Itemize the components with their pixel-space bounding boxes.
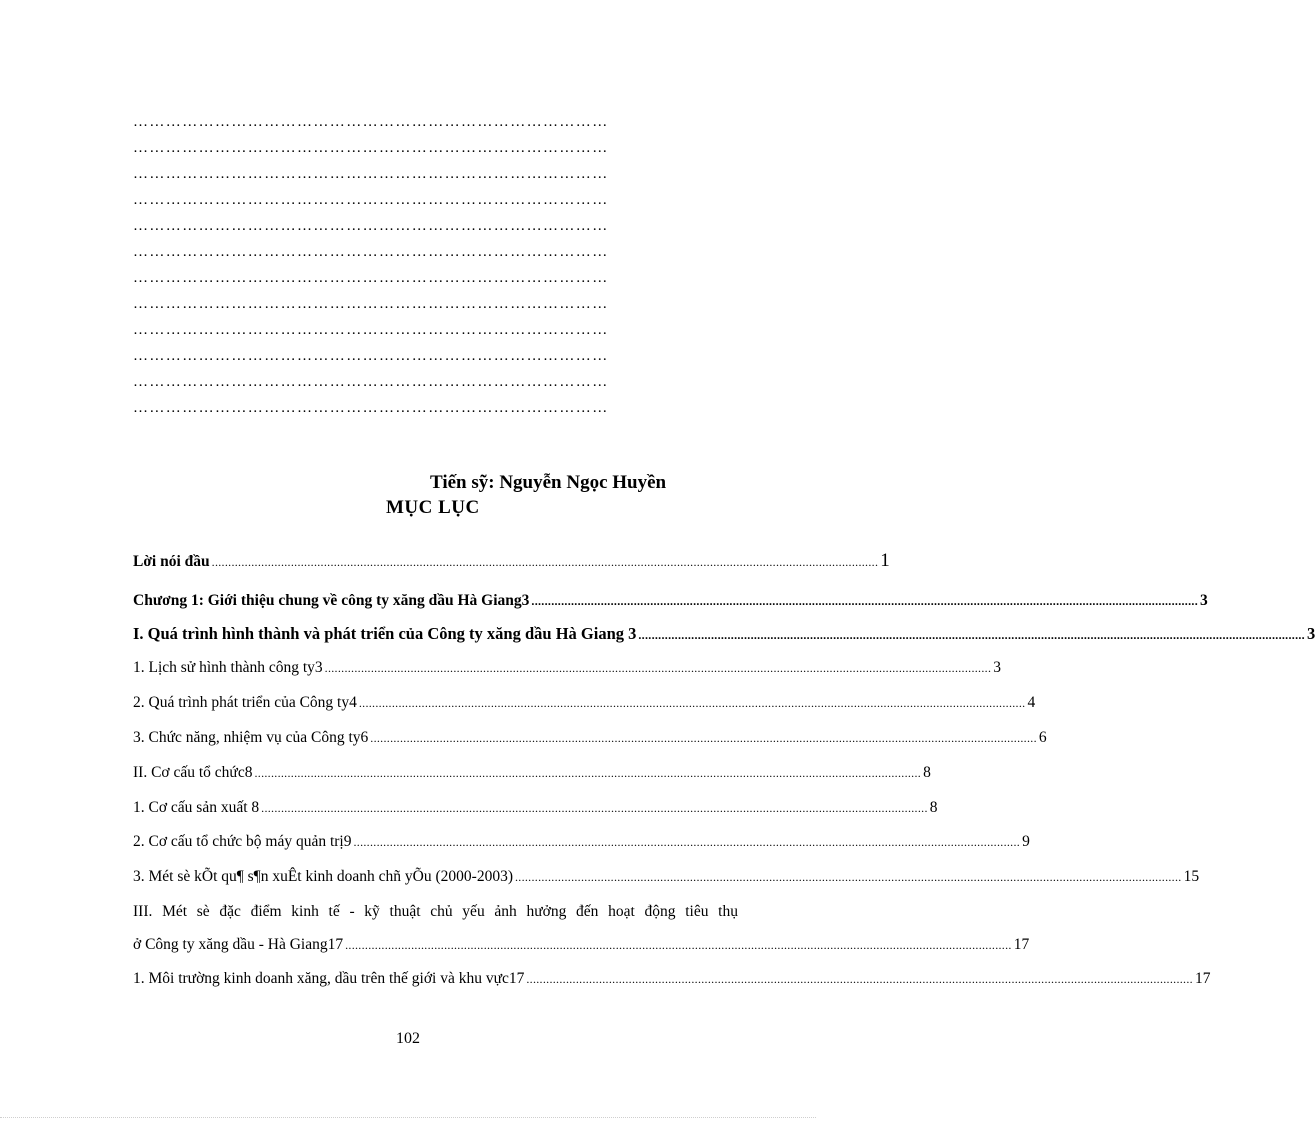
toc-entry-text: 3. Mét sè kÕt qu¶ s¶n xuÊt kinh doanh chñ yÕu (2000-2003) <box>133 868 513 885</box>
dotted-line: …………………………………………………………………………… <box>133 244 609 260</box>
dotted-line: …………………………………………………………………………… <box>133 218 609 234</box>
dotted-line: …………………………………………………………………………… <box>133 166 609 182</box>
toc-entry-text: ở Công ty xăng dầu - Hà Giang17 <box>133 936 344 953</box>
toc-entry-2-3[interactable] <box>133 866 1200 888</box>
toc-entry-page: 3 <box>993 659 1001 676</box>
toc-entry-page: 3 <box>1200 592 1208 609</box>
toc-entry-1-2[interactable] <box>133 692 1036 714</box>
toc-leader: .......................................................................................................................................................................................................... <box>358 696 1026 710</box>
dotted-line: …………………………………………………………………………… <box>133 374 609 390</box>
page-bottom-rule <box>0 1117 816 1119</box>
dotted-line: …………………………………………………………………………… <box>133 270 609 286</box>
toc-leader: .......................................................................................................................................................................................................... <box>353 835 1021 849</box>
toc-entry-text: 1. Cơ cấu sản xuất 8 <box>133 799 260 816</box>
toc-entry-1-3[interactable] <box>133 727 1047 749</box>
toc-entry-section-i[interactable] <box>133 623 1315 645</box>
supervisor-signature: Tiến sỹ: Nguyễn Ngọc Huyền <box>430 472 667 493</box>
toc-entry-preface[interactable] <box>133 550 890 572</box>
toc-entry-section-ii[interactable] <box>133 762 931 784</box>
toc-leader: .......................................................................................................................................................................................................... <box>345 938 1012 952</box>
toc-entry-text: 2. Cơ cấu tổ chức bộ máy quản trị9 <box>133 833 352 850</box>
toc-title: MỤC LỤC <box>386 497 480 518</box>
toc-leader: .......................................................................................................................................................................................................... <box>211 555 879 569</box>
toc-leader: .......................................................................................................................................................................................................... <box>370 731 1037 745</box>
toc-entry-section-iii[interactable] <box>133 934 1030 956</box>
toc-entry-text: Lời nói đầu <box>133 553 210 570</box>
toc-entry-2-1[interactable] <box>133 797 938 819</box>
toc-entry-text: 1. Môi trường kinh doanh xăng, dầu trên thế giới và khu vực17 <box>133 970 525 987</box>
toc-entry-page: 8 <box>929 799 938 816</box>
toc-entry-3-1[interactable] <box>133 968 1211 990</box>
dotted-line: …………………………………………………………………………… <box>133 296 609 312</box>
toc-entry-page: 3 <box>1306 624 1315 643</box>
toc-entry-text: 1. Lịch sử hình thành công ty3 <box>133 659 323 676</box>
toc-entry-page: 6 <box>1038 729 1047 746</box>
toc-entry-1-1[interactable] <box>133 657 1001 679</box>
page-number: 102 <box>396 1030 420 1047</box>
toc-entry-text: 3. Chức năng, nhiệm vụ của Công ty6 <box>133 729 369 746</box>
toc-entry-page: 1 <box>880 550 890 571</box>
toc-leader: .......................................................................................................................................................................................................... <box>638 628 1305 642</box>
dotted-line: …………………………………………………………………………… <box>133 322 609 338</box>
toc-leader: .......................................................................................................................................................................................................... <box>531 594 1198 608</box>
toc-entry-text: 2. Quá trình phát triển của Công ty4 <box>133 694 357 711</box>
toc-entry-2-2[interactable] <box>133 831 1030 853</box>
toc-leader: .......................................................................................................................................................................................................... <box>324 661 992 675</box>
toc-entry-page: 8 <box>923 764 931 781</box>
toc-entry-page: 15 <box>1183 868 1200 885</box>
toc-leader: .......................................................................................................................................................................................................... <box>526 972 1193 986</box>
toc-leader: .......................................................................................................................................................................................................... <box>254 766 922 780</box>
toc-entry-section-iii-line1[interactable]: III. Mét sè đặc điểm kinh tế - kỹ thuật chủ yếu ảnh hưởng đến hoạt động tiêu thụ <box>133 903 738 920</box>
toc-entry-page: 9 <box>1022 833 1030 850</box>
toc-entry-text: II. Cơ cấu tổ chức8 <box>133 764 253 781</box>
toc-entry-page: 17 <box>1194 970 1211 987</box>
toc-leader: .......................................................................................................................................................................................................... <box>261 801 928 815</box>
toc-entry-page: 17 <box>1013 936 1030 953</box>
toc-leader: .......................................................................................................................................................................................................... <box>514 870 1182 884</box>
dotted-line: …………………………………………………………………………… <box>133 400 609 416</box>
dotted-line: …………………………………………………………………………… <box>133 192 609 208</box>
dotted-line: …………………………………………………………………………… <box>133 140 609 156</box>
toc-entry-page: 4 <box>1027 694 1036 711</box>
dotted-line: …………………………………………………………………………… <box>133 114 609 130</box>
toc-entry-text: Chương 1: Giới thiệu chung về công ty xăng dầu Hà Giang3 <box>133 592 530 609</box>
toc-entry-text: I. Quá trình hình thành và phát triển của Công ty xăng dầu Hà Giang 3 <box>133 624 637 643</box>
toc-entry-chapter-1[interactable] <box>133 590 1208 612</box>
dotted-line: …………………………………………………………………………… <box>133 348 609 364</box>
